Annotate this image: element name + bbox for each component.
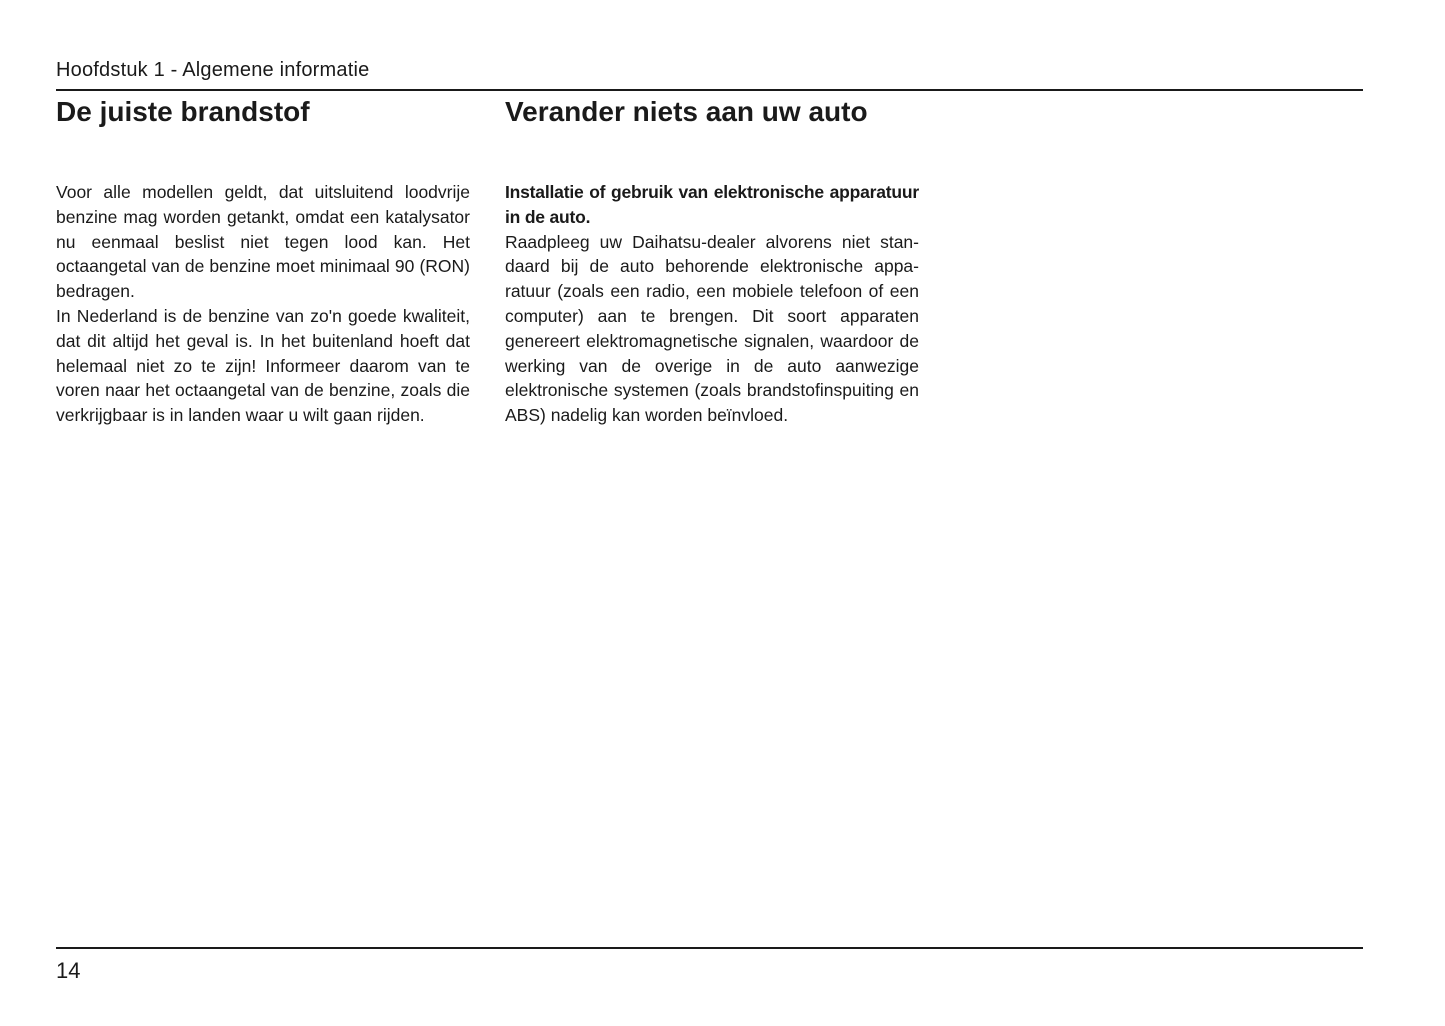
fuel-paragraph-1: Voor alle modellen geldt, dat uitsluitend loodvrije benzine mag worden getankt, omdat een katalysator nu eenmaal beslist niet tegen lood kan. Het octaangetal van de benzine moet minimaal 90 (RON) bedragen.	[56, 182, 470, 302]
fuel-paragraph-2: In Nederland is de benzine van zo'n goede kwaliteit, dat dit altijd het geval is. In het buitenland hoeft dat helemaal niet zo te zijn! Informeer daarom van te voren naar het octaangetal van de benzine, zoals die verkrijgbaar is in landen waar u wilt gaan rijden.	[56, 305, 470, 426]
top-divider	[56, 89, 1363, 91]
chapter-header: Hoofdstuk 1 - Algemene informatie	[56, 59, 370, 81]
section-title-modifications: Verander niets aan uw auto	[505, 96, 868, 127]
fuel-section-body	[56, 180, 470, 428]
modifications-section-body	[505, 180, 919, 428]
page-number: 14	[56, 958, 81, 983]
bottom-divider	[56, 947, 1363, 949]
modifications-paragraph: Raadpleeg uw Daihatsu-dealer alvorens niet standaard bij de auto behorende elektronische apparatuur (zoals een radio, een mobiele telefoon of een computer) aan te brengen. Dit soort apparaten genereert elektromagnetische signalen, waardoor de werking van de overige in de auto aanwezige elektronische systemen (zoals brandstofinspuiting en ABS) nadelig kan worden beïnvloed.	[505, 231, 919, 426]
modifications-lead: Installatie of gebruik van elektronische apparatuur in de auto.	[505, 182, 919, 227]
section-title-fuel: De juiste brandstof	[56, 96, 310, 127]
